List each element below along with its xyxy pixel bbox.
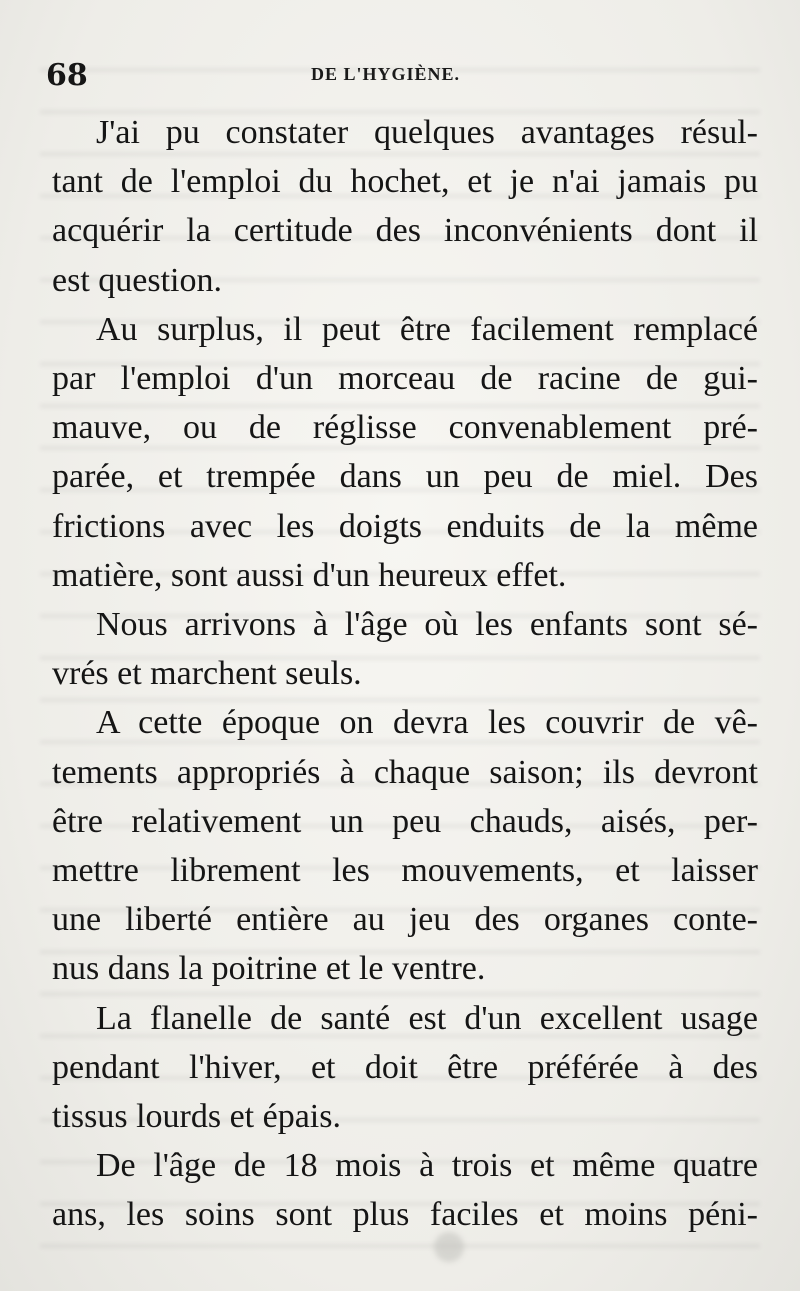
body-text: [52, 108, 758, 1240]
paragraph: [52, 600, 758, 698]
text-line: Nous arrivons à l'âge où les enfants sont sé-: [96, 606, 758, 644]
running-head: DE L'HYGIÈNE.: [311, 64, 461, 84]
paragraph: [52, 1141, 758, 1239]
paragraph: [52, 108, 758, 305]
text-line: tissus lourds et épais.: [52, 1098, 341, 1136]
text-line: Au surplus, il peut être facilement remplacé: [96, 310, 758, 348]
text-line: pendant l'hiver, et doit être préférée à des: [52, 1048, 758, 1086]
text-line: acquérir la certitude des inconvénients dont il: [52, 212, 758, 250]
text-line: nus dans la poitrine et le ventre.: [52, 950, 486, 988]
text-line: vrés et marchent seuls.: [52, 655, 362, 693]
text-line: De l'âge de 18 mois à trois et même quatre: [96, 1147, 758, 1185]
text-line: tant de l'emploi du hochet, et je n'ai jamais pu: [52, 163, 758, 201]
text-line: tements appropriés à chaque saison; ils devront: [52, 753, 758, 791]
text-line: par l'emploi d'un morceau de racine de gui-: [52, 360, 758, 398]
text-line: A cette époque on devra les couvrir de vê-: [96, 704, 758, 742]
text-line: mauve, ou de réglisse convenablement pré-: [52, 409, 758, 447]
text-line: est question.: [52, 261, 222, 299]
text-line: ans, les soins sont plus faciles et moins péni-: [52, 1196, 758, 1234]
page-number: 68: [46, 58, 88, 93]
text-line: une liberté entière au jeu des organes conte-: [52, 901, 758, 939]
text-line: être relativement un peu chauds, aisés, per-: [52, 802, 758, 840]
paragraph: [52, 994, 758, 1142]
text-line: La flanelle de santé est d'un excellent usage: [96, 999, 758, 1037]
paragraph: [52, 698, 758, 993]
page-header: [46, 58, 746, 98]
text-line: matière, sont aussi d'un heureux effet.: [52, 556, 567, 594]
text-line: frictions avec les doigts enduits de la même: [52, 507, 758, 545]
text-line: J'ai pu constater quelques avantages résul-: [96, 114, 758, 151]
text-line: parée, et trempée dans un peu de miel. Des: [52, 458, 758, 496]
text-line: mettre librement les mouvements, et laisser: [52, 852, 758, 890]
paragraph: [52, 305, 758, 600]
